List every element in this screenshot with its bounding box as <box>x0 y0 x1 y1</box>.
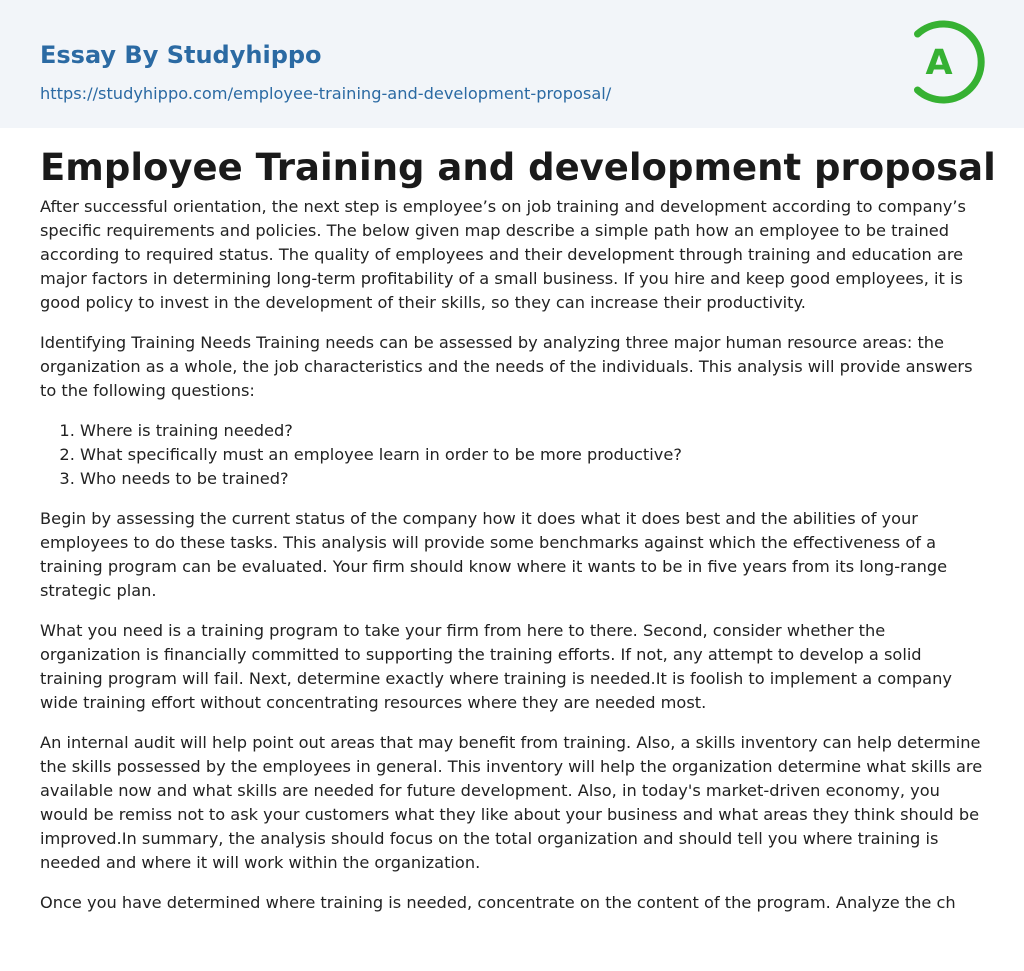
paragraph-content-truncated: Once you have determined where training is needed, concentrate on the content of the program. Analyze the ch <box>40 893 956 912</box>
site-header <box>0 0 1024 128</box>
list-item: 3. Who needs to be trained? <box>80 467 984 491</box>
list-item: 1. Where is training needed? <box>80 419 984 443</box>
article-title: Employee Training and development proposal <box>40 146 996 189</box>
paragraph-identifying-needs: Identifying Training Needs Training needs can be assessed by analyzing three major human resource areas: the organization as a whole, the job characteristics and the needs of the individuals. This analysis will provide answers to the following questions: <box>40 333 973 400</box>
paragraph-training-program: What you need is a training program to take your firm from here to there. Second, consider whether the organization is financially committed to supporting the training efforts. If not, any attempt to develop a solid training program will fail. Next, determine exactly where training is needed.It is foolish to implement a company wide training effort without concentrating resources where they are needed most. <box>40 621 952 712</box>
site-title[interactable]: Essay By Studyhippo <box>40 41 322 69</box>
questions-list <box>40 419 984 491</box>
studyhippo-logo-icon[interactable] <box>912 20 986 104</box>
paragraph-intro: After successful orientation, the next step is employee’s on job training and development according to company’s specific requirements and policies. The below given map describe a simple path how an employee to be trained according to required status. The quality of employees and their development through training and education are major factors in determining long-term profitability of a small business. If you hire and keep good employees, it is good policy to invest in the development of their skills, so they can increase their productivity. <box>40 197 966 312</box>
paragraph-assessing-status: Begin by assessing the current status of the company how it does what it does best and the abilities of your employees to do these tasks. This analysis will provide some benchmarks against which the effectiveness of a training program can be evaluated. Your firm should know where it wants to be in five years from its long-range strategic plan. <box>40 509 948 600</box>
logo-letter: A <box>925 43 953 83</box>
article-url-link[interactable]: https://studyhippo.com/employee-training-and-development-proposal/ <box>40 84 612 103</box>
article <box>40 145 996 931</box>
list-item: 2. What specifically must an employee learn in order to be more productive? <box>80 443 984 467</box>
paragraph-internal-audit: An internal audit will help point out areas that may benefit from training. Also, a skills inventory can help determine the skills possessed by the employees in general. This inventory will help the organization determine what skills are available now and what skills are needed for future development. Also, in today's market-driven economy, you would be remiss not to ask your customers what they like about your business and what areas they think should be improved.In summary, the analysis should focus on the total organization and should tell you where training is needed and where it will work within the organization. <box>40 733 983 872</box>
